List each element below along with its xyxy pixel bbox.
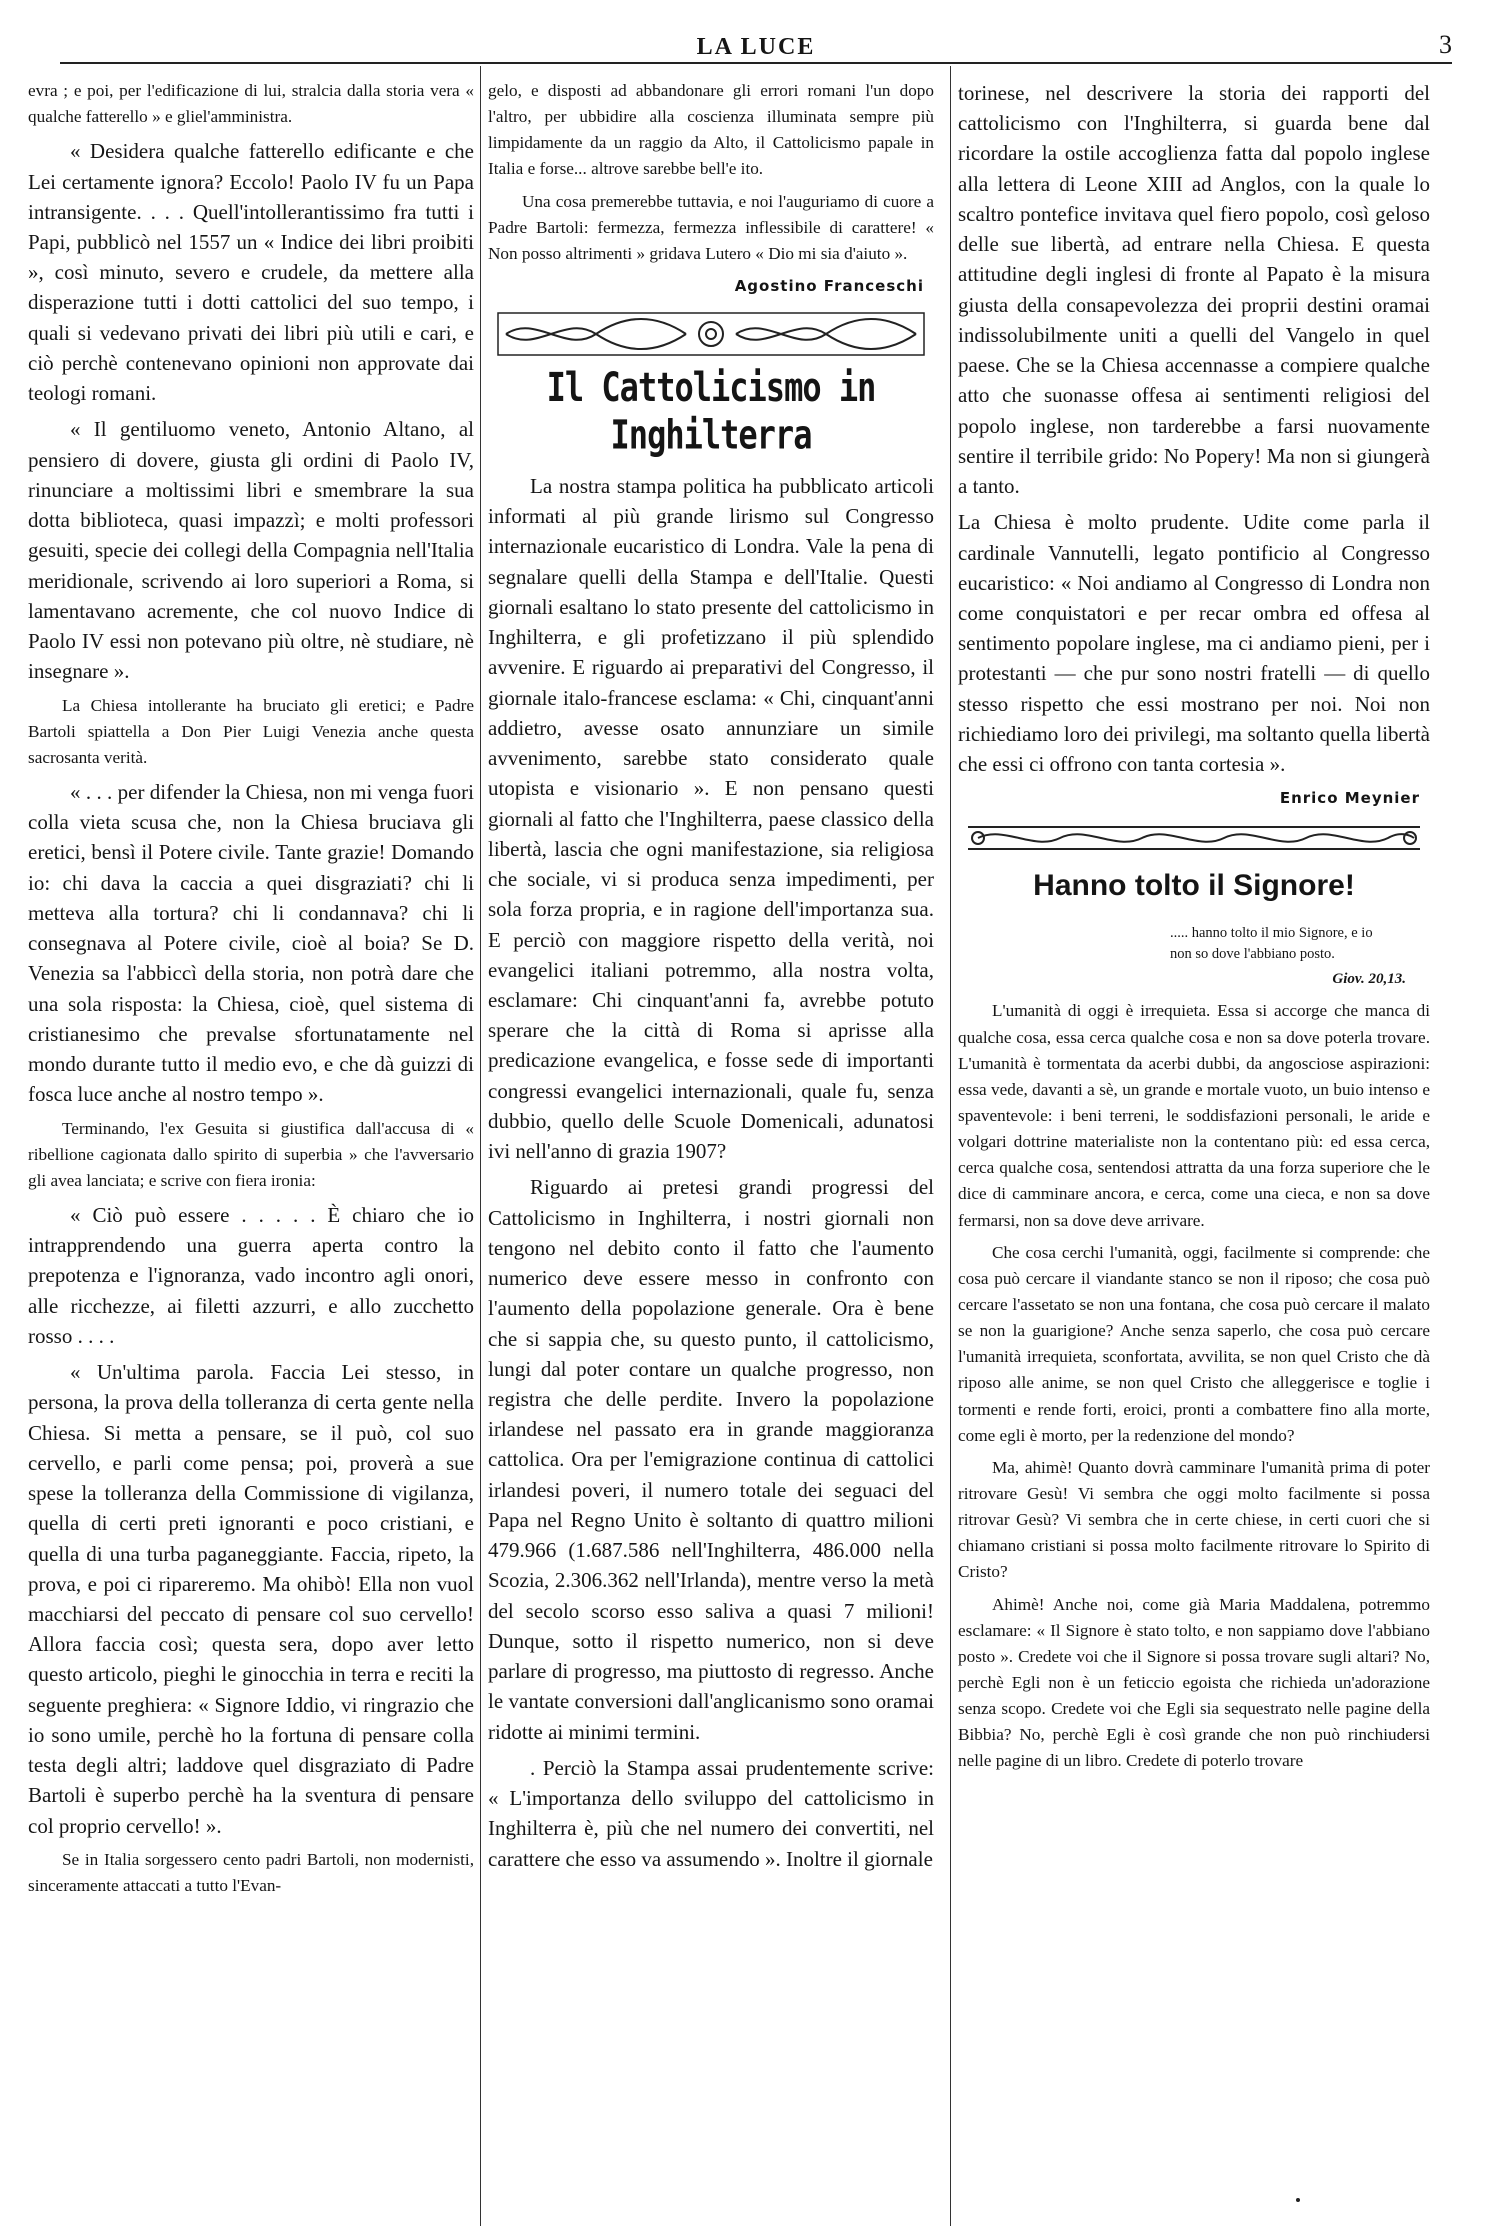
article-paragraph: Una cosa premerebbe tuttavia, e noi l'auguriamo di cuore a Padre Bartoli: fermezza, fermezza inflessibile di carattere! « Non posso altrimenti » gridava Lutero « Dio mi sia d'aiuto ».	[488, 191, 934, 263]
article-paragraph: « . . . per difender la Chiesa, non mi venga fuori colla vieta scusa che, non la Chiesa bruciava gli eretici, bensì il Potere civile. Tante grazie! Domando io: chi dava la caccia a quei disgraziati? chi li metteva alla tortura? chi li condannava? chi li consegnava al Potere civile, cioè al boia? Se D. Venezia sa l'abbiccì della storia, non potrà dare che una sola risposta: la Chiesa, cioè, quel sistema di cristianesimo che prevalse sfortunatamente nel mondo durante tutto il medio evo, e che dà guizzi di fosca luce anche al nostro tempo ».	[28, 779, 474, 1107]
print-speck	[1296, 2198, 1300, 2202]
article-paragraph: Se in Italia sorgessero cento padri Bartoli, non modernisti, sinceramente attaccati a tutto l'Evan-	[28, 1849, 474, 1895]
article-paragraph: Riguardo ai pretesi grandi progressi del Cattolicismo in Inghilterra, i nostri giornali non tengono nel debito conto il fatto che l'aumento numerico deve essere messo in confronto con l'aumento della popolazione generale. Ora è bene che si sappia che, su questo punto, il cattolicismo, lungi dal poter contare un qualche progresso, non registra che delle perdite. Invero la popolazione irlandese nel passato era in grande maggioranza cattolica. Ora per l'emigrazione continua di cattolici irlandesi poveri, il numero totale dei seguaci del Papa nel Regno Unito è soltanto di quattro milioni 479.966 (1.687.586 nell'Inghilterra, 486.000 nella Scozia, 2.306.362 nell'Irlanda), mentre verso la metà del secolo scorso esso saliva a quasi 7 milioni! Dunque, sotto il rispetto numerico, non si deve parlare di progresso, ma piuttosto di regresso. Anche le vantate conversioni dall'anglicanismo sono oramai ridotte ai minimi termini.	[488, 1175, 934, 1744]
article-paragraph: La Chiesa intollerante ha bruciato gli eretici; e Padre Bartoli spiattella a Don Pier Luigi Venezia anche questa sacrosanta verità.	[28, 695, 474, 767]
epigraph-reference: Giov. 20,13.	[1332, 971, 1406, 988]
epigraph: ..... hanno tolto il mio Signore, e io non so dove l'abbiano posto.	[1170, 925, 1373, 963]
article-paragraph: L'umanità di oggi è irrequieta. Essa si accorge che manca di qualche cosa, essa cerca qualche cosa e non sa dove poterla trovare. L'umanità è tormentata da acerbi dubbi, da angosciose aspirazioni: essa vede, davanti a sè, un grande e mortale vuoto, un buio intenso e spaventevole: i beni terreni, le soddisfazioni personali, le aride e volgari dottrine materialiste non la contentano più: ed essa cerca, cerca qualche cosa, sentendosi attratta da una forza superiore che le dice di camminare ancora, e cerca, come una cieca, e non sa dove fermarsi, non sa dove deve arrivare.	[958, 1001, 1430, 1230]
article-paragraph: Che cosa cerchi l'umanità, oggi, facilmente si comprende: che cosa può cercare il viandante stanco se non il riposo; che cosa può cercare l'assetato se non una fontana, che cosa può cercare il malato se non la guarigione? Anche senza saperlo, che cosa può cercare l'umanità irrequieta, sconfortata, avvilita, se non quel Cristo che dà riposo alle anime, se non quel Cristo che alleggerisce e toglie i tormenti e rende forti, eroici, pronti a combattere fino alla morte, come egli è morto, per la redenzione del mondo?	[958, 1242, 1430, 1445]
article-headline: Hanno tolto il Signore!	[1033, 869, 1355, 903]
article-paragraph: Ma, ahimè! Quanto dovrà camminare l'umanità prima di poter ritrovare Gesù! Vi sembra che oggi molto facilmente si possa ritrovar Gesù? Vi sembra che in certe chiese, in certi cuori che si chiamano cristiani si possa molto facilmente ritrovare lo Spirito di Cristo?	[958, 1457, 1430, 1582]
article-paragraph: « Desidera qualche fatterello edificante e che Lei certamente ignora? Eccolo! Paolo IV fu un Papa intransigente. . . . Quell'intollerantissimo fra tutti i Papi, pubblicò nel 1557 un « Indice dei libri proibiti », così minuto, severo e crudele, da mettere alla disperazione tutti i dotti cattolici del suo tempo, i quali si vedevano privati dei libri più utili e cari, e ciò perchè contenevano opinioni non approvate dai teologi romani.	[28, 139, 474, 406]
column-divider	[950, 66, 951, 2226]
article-paragraph: « Un'ultima parola. Faccia Lei stesso, in persona, la prova della tolleranza di certa gente nella Chiesa. Si metta a pensare, se il può, col suo cervello, e parli come pensa; poi, proverà a sue spese la tolleranza della Commissione di vigilanza, quella di certi preti ignoranti e poco cristiani, e quella di una turba paganeggiante. Faccia, ripeto, la prova, e poi ci ripareremo. Ma ohibò! Ella non vuol macchiarsi del peccato di pensare col suo cervello! Allora faccia così; questa sera, dopo aver letto questo articolo, pieghi le ginocchia in terra e reciti la seguente preghiera: « Signore Iddio, vi ringrazio che io sono umile, perchè ho la fortuna di pensare colla testa degli altri; laddove quel disgraziato di Padre Bartoli è superbo perchè ha la sventura di pensare col proprio cervello! ».	[28, 1360, 474, 1838]
article-paragraph: La nostra stampa politica ha pubblicato articoli informati al più grande lirismo sul Congresso internazionale eucaristico di Londra. Vale la pena di segnalare quelli della Stampa e dell'Italie. Questi giornali esaltano lo stato presente del cattolicismo in Inghilterra, e gli profetizzano il più splendido avvenire. E riguardo ai preparativi del Congresso, il giornale italo-francese esclama: « Chi, cinquant'anni addietro, avesse osato annunziare un simile avvenimento, sarebbe stato considerato quale utopista e visionario ». E non pensano questi giornali al fatto che l'Inghilterra, paese classico della libertà, lascia che ogni manifestazione, sia religiosa che sociale, vi si produca senza impedimenti, per sola forza propria, e in ragione dell'importanza sua. E perciò con maggiore rispetto della verità, noi evangelici italiani potremmo, alla nostra volta, esclamare: Chi cinquant'anni fa, avrebbe potuto sperare che la città di Roma si aprisse alla predicazione evangelica, e fosse sede di importanti congressi evangelici internazionali, quale fu, senza dubbio, quello delle Scuole Domenicali, adunatosi ivi nell'anno di grazia 1907?	[488, 473, 934, 1164]
column-divider	[480, 66, 481, 2226]
decorative-ornament	[964, 821, 1424, 855]
article-paragraph: torinese, nel descrivere la storia dei rapporti del cattolicismo con l'Inghilterra, si guarda bene dal ricordare la ostile accoglienza fatta dal popolo inglese alla lettera di Leone XIII ad Anglos, con la quale lo scaltro pontefice invitava quel fiero popolo, così geloso delle sue libertà, ad entrare nella Chiesa. E questa attitudine degli inglesi di fronte al Papato è la misura giusta della consapevolezza dei proprii destini oramai indissolubilmente uniti a quelli del Vangelo in quel paese. Che se la Chiesa accennasse a compiere qualche atto che suonasse offesa ai sentimenti religiosi del popolo inglese, non tarderebbe a farsi nuovamente sentire il terribile grido: No Popery! Ma non si giungerà a tanto.	[958, 81, 1430, 499]
article-headline: Il Cattolicismo in Inghilterra	[546, 363, 876, 459]
article-paragraph: evra ; e poi, per l'edificazione di lui, stralcia dalla storia vera « qualche fatterello » e gliel'amministra.	[28, 81, 474, 127]
article-paragraph: La Chiesa è molto prudente. Udite come parla il cardinale Vannutelli, legato pontificio al Congresso eucaristico: « Noi andiamo al Congresso di Londra non come conquistatori e per recar ombra ed offesa al sentimento popolare inglese, ma ci andiamo pieni, per i protestanti — che pur sono nostri fratelli — di quello stesso rispetto che essi mostrano per noi. Noi non richiediamo loro dei privilegi, ma soltanto quella libertà che essi ci offrono con tanta cortesia ».	[958, 510, 1430, 777]
article-paragraph: . Perciò la Stampa assai prudentemente scrive: « L'importanza dello sviluppo del cattolicismo in Inghilterra è, più che nel numero dei convertiti, nel carattere che esso va assumendo ». Inoltre il giornale	[488, 1755, 934, 1871]
author-signature: Enrico Meynier	[1279, 789, 1420, 808]
column-3	[958, 78, 1430, 2228]
page-header	[60, 30, 1452, 64]
column-1	[28, 78, 474, 2228]
article-paragraph: « Ciò può essere . . . . . È chiaro che io intrapprendendo una guerra aperta contro la prepotenza e l'ignoranza, vado incontro agli onori, alle ricchezze, ai filetti azzurri, e allo zucchetto rosso . . . .	[28, 1202, 474, 1348]
author-signature: Agostino Franceschi	[734, 276, 924, 295]
masthead: LA LUCE	[696, 34, 816, 60]
column-2	[488, 78, 934, 2228]
article-paragraph: Ahimè! Anche noi, come già Maria Maddalena, potremmo esclamare: « Il Signore è stato tolto, e non sappiamo dove l'abbiano posto ». Credete voi che il Signore si possa trovare sugli altari? No, perchè Egli non è un feticcio egoista che richieda un'adorazione senza scopo. Credete voi che Egli sia sequestrato nelle pagine della Bibbia? No, perchè Egli è così grande che non può rinchiudersi nelle pagine di un libro. Credete di poterlo trovare	[958, 1594, 1430, 1771]
header-rule	[60, 62, 1452, 64]
article-paragraph: « Il gentiluomo veneto, Antonio Altano, al pensiero di dovere, giusta gli ordini di Paolo IV, rinunciare a moltissimi libri e smembrare la sua dotta biblioteca, quasi impazzì; e molti professori gesuiti, specie dei collegi della Compagnia nell'Italia meridionale, scrivendo ai loro superiori a Roma, si lamentavano acremente, che col nuovo Indice di Paolo IV essi non potevano più oltre, nè studiare, nè insegnare ».	[28, 417, 474, 684]
page-number: 3	[1439, 30, 1452, 59]
article-paragraph: Terminando, l'ex Gesuita si giustifica dall'accusa di « ribellione cagionata dallo spirito di superbia » che l'avversario gli avea lanciata; e scrive con fiera ironia:	[28, 1118, 474, 1190]
decorative-ornament	[496, 309, 926, 359]
article-paragraph: gelo, e disposti ad abbandonare gli errori romani l'un dopo l'altro, per ubbidire alla coscienza illuminata sempre più limpidamente da un raggio da Alto, il Cattolicismo papale in Italia e forse... altrove sarebbe bell'e ito.	[488, 81, 934, 179]
